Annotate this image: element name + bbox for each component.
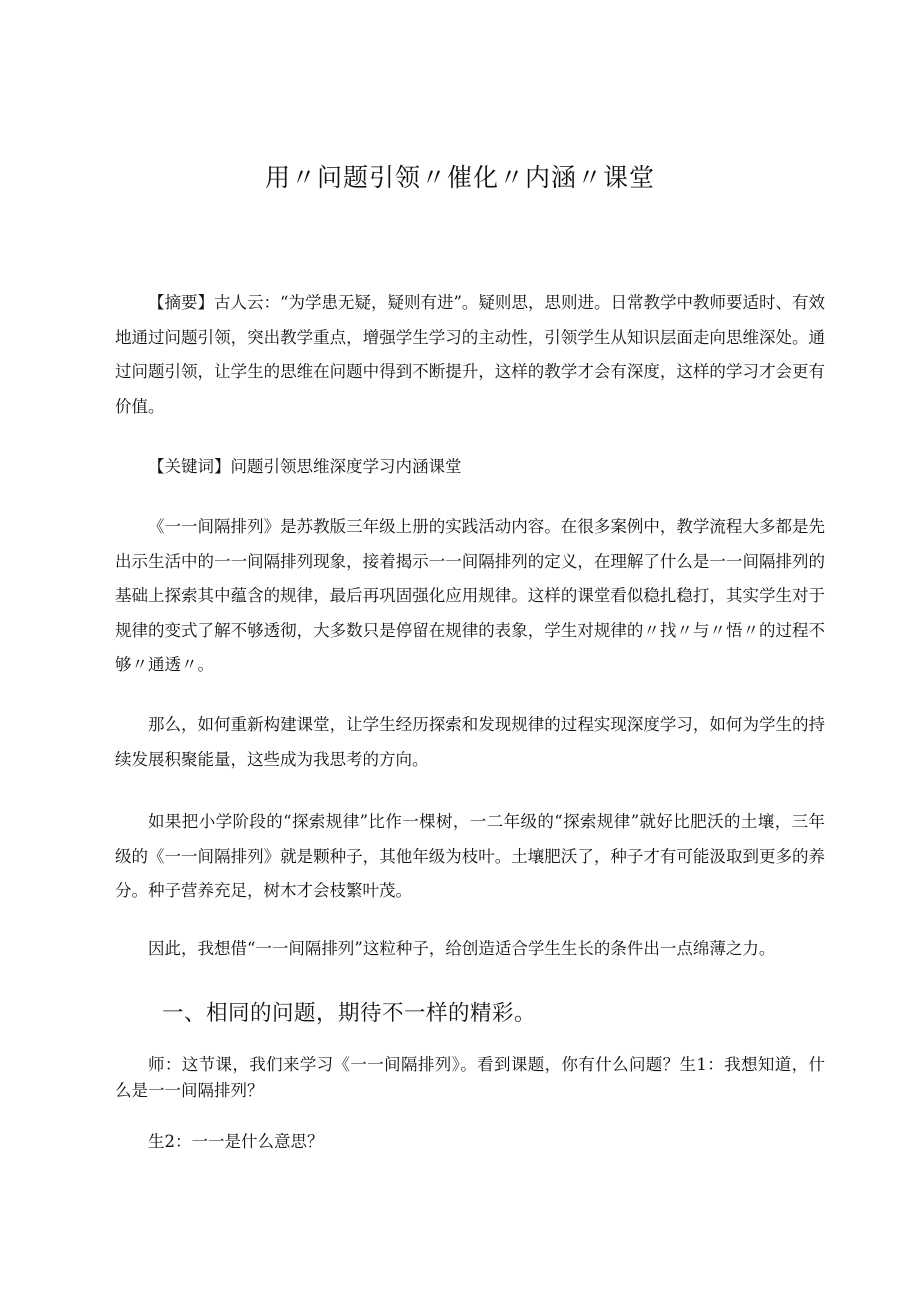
body-paragraph-metaphor: 如果把小学阶段的“探索规律”比作一棵树，一二年级的“探索规律”就好比肥沃的土壤，三年级的《一一间隔排列》就是颗种子，其他年级为枝叶。土壤肥沃了，种子才有可能汲取到更多的养分。种子营养充足，树木才会枝繁叶茂。 [115,812,825,900]
keywords-paragraph: 【关键词】问题引领思维深度学习内涵课堂 [148,457,462,476]
body-paragraph-therefore: 因此，我想借“一一间隔排列”这粒种子，给创造适合学生生长的条件出一点绵薄之力。 [148,939,776,958]
body-paragraph-then: 那么，如何重新构建课堂，让学生经历探索和发现规律的过程实现深度学习，如何为学生的持续发展积聚能量，这些成为我思考的方向。 [115,715,825,769]
document-title: 用〃问题引领〃催化〃内涵〃课堂 [264,163,655,192]
dialogue-line-teacher: 师：这节课，我们来学习《一一间隔排列》。看到课题，你有什么问题？生1：我想知道，什么是一一间隔排列？ [115,1055,825,1100]
body-paragraph-intro: 《一一间隔排列》是苏教版三年级上册的实践活动内容。在很多案例中，教学流程大多都是先出示生活中的一一间隔排列现象，接着揭示一一间隔排列的定义，在理解了什么是一一间隔排列的基础上探索其中蕴含的规律，最后再巩固强化应用规律。这样的课堂看似稳扎稳打，其实学生对于规律的变式了解不够透彻，大多数只是停留在规律的表象，学生对规律的〃找〃与〃悟〃的过程不够〃通透〃。 [115,517,825,674]
dialogue-line-student2: 生2：一一是什么意思？ [148,1132,324,1151]
abstract-paragraph: 【摘要】古人云：“为学患无疑，疑则有进”。疑则思，思则进。日常教学中教师要适时、有效地通过问题引领，突出教学重点，增强学生学习的主动性，引领学生从知识层面走向思维深处。通过问题引领，让学生的思维在问题中得到不断提升，这样的教学才会有深度，这样的学习才会更有价值。 [115,293,825,416]
section-heading: 一、相同的问题，期待不一样的精彩。 [162,1001,537,1026]
